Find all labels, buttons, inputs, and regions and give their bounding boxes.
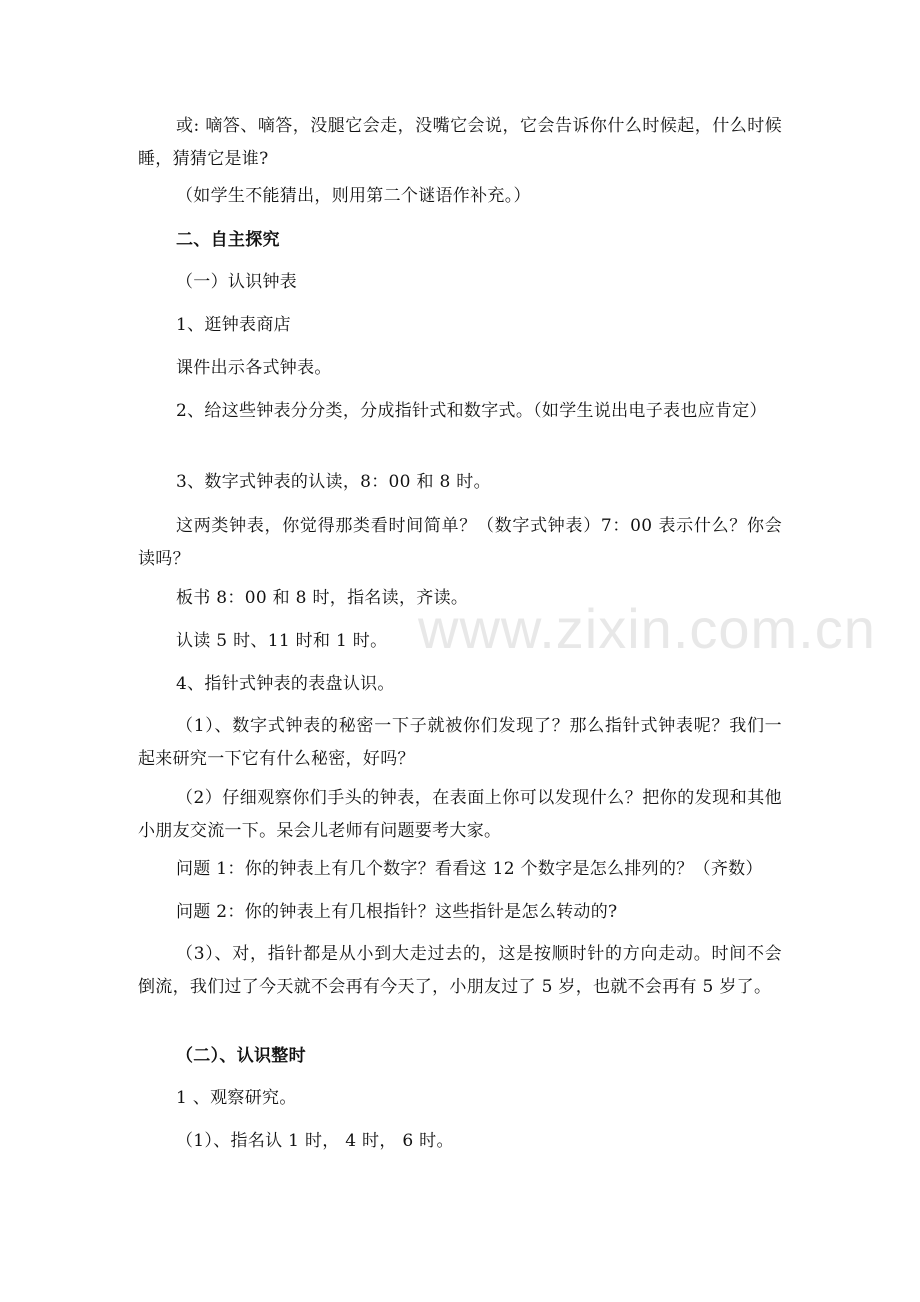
section-heading-explore: 二、自主探究 — [176, 230, 280, 250]
paragraph-question: 这两类钟表，你觉得那类看时间简单？（数字式钟表）7：00 表示什么？你会读吗？ — [138, 516, 782, 569]
paragraph-step-4: 4、指针式钟表的表盘认识。 — [176, 674, 395, 694]
paragraph-read: 认读 5 时、11 时和 1 时。 — [176, 631, 388, 651]
paragraph-step-3: 3、数字式钟表的认读，8：00 和 8 时。 — [176, 472, 491, 492]
subsection-heading-clocks: （一）认识钟表 — [176, 272, 298, 292]
paragraph-item-3: （3）、对，指针都是从小到大走过去的，这是按顺时针的方向走动。时间不会倒流，我们过了今天就不会再有今天了，小朋友过了 5 岁，也就不会再有 5 岁了。 — [138, 944, 782, 997]
paragraph-identify: （1）、指名认 1 时， 4 时， 6 时。 — [176, 1131, 454, 1151]
watermark: www.zixin.com.cn — [418, 597, 876, 660]
paragraph-note: （如学生不能猜出，则用第二个谜语作补充。） — [176, 186, 531, 206]
paragraph-courseware: 课件出示各式钟表。 — [176, 358, 332, 378]
paragraph-item-1: （1）、数字式钟表的秘密一下子就被你们发现了？那么指针式钟表呢？我们一起来研究一下它有什么秘密，好吗？ — [138, 716, 782, 769]
paragraph-item-2: （2）仔细观察你们手头的钟表，在表面上你可以发现什么？把你的发现和其他小朋友交流一下。呆会儿老师有问题要考大家。 — [138, 788, 782, 841]
paragraph-problem-2: 问题 2：你的钟表上有几根指针？这些指针是怎么转动的? — [176, 902, 618, 922]
paragraph-observe: 1 、观察研究。 — [176, 1088, 297, 1108]
paragraph-step-1: 1、逛钟表商店 — [176, 315, 291, 335]
paragraph-problem-1: 问题 1：你的钟表上有几个数字？看看这 12 个数字是怎么排列的？（齐数） — [176, 859, 763, 879]
paragraph-step-2: 2、给这些钟表分分类，分成指针式和数字式。（如学生说出电子表也应肯定） — [176, 401, 767, 421]
paragraph-board: 板书 8：00 和 8 时，指名读，齐读。 — [176, 588, 469, 608]
subsection-heading-hours: （二）、认识整时 — [176, 1046, 306, 1066]
paragraph-riddle: 或: 嘀答、嘀答，没腿它会走，没嘴它会说，它会告诉你什么时候起，什么时候睡，猜猜它是谁? — [138, 116, 782, 169]
